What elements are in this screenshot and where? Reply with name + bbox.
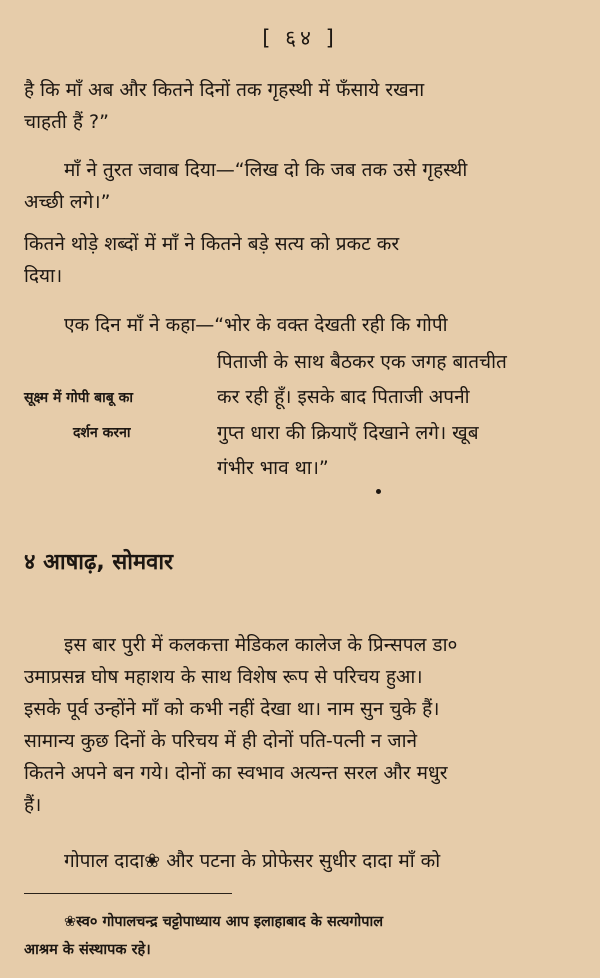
footnote-rule <box>24 893 232 894</box>
text-line: सामान्य कुछ दिनों के परिचय में ही दोनों पति-पत्नी न जाने <box>24 730 418 752</box>
margin-note: सूक्ष्म में गोपी बाबू का <box>24 390 134 406</box>
text-line: माँ ने तुरत जवाब दिया—“लिख दो कि जब तक उसे गृहस्थी <box>64 159 468 181</box>
text-line: एक दिन माँ ने कहा—“भोर के वक्त देखती रही कि गोपी <box>64 314 448 336</box>
text-line: गोपाल दादा❀ और पटना के प्रोफेसर सुधीर दादा माँ को <box>64 850 441 872</box>
text-line: इस बार पुरी में कलकत्ता मेडिकल कालेज के प्रिन्सपल डा० <box>64 634 458 656</box>
margin-note: दर्शन करना <box>73 425 131 441</box>
text-line: अच्छी लगे।” <box>24 191 111 213</box>
text-line: गुप्त धारा की क्रियाएँ दिखाने लगे। खूब <box>217 422 479 444</box>
text-line: है कि माँ अब और कितने दिनों तक गृहस्थी में फँसाये रखना <box>24 79 425 101</box>
footnote-line: आश्रम के संस्थापक रहे। <box>24 942 151 958</box>
text-line: कर रही हूँ। इसके बाद पिताजी अपनी <box>217 386 470 408</box>
separator-dot <box>376 489 381 494</box>
footnote-line: ❀स्व० गोपालचन्द्र चट्टोपाध्याय आप इलाहाबाद के सत्यगोपाल <box>64 914 384 930</box>
text-line: हैं। <box>24 794 42 816</box>
text-line: उमाप्रसन्न घोष महाशय के साथ विशेष रूप से परिचय हुआ। <box>24 666 423 688</box>
text-line: कितने थोड़े शब्दों में माँ ने कितने बड़े सत्य को प्रकट कर <box>24 233 400 255</box>
section-heading: ४ आषाढ़, सोमवार <box>24 550 174 575</box>
text-line: चाहती हैं ?” <box>24 111 109 133</box>
text-line: इसके पूर्व उन्होंने माँ को कभी नहीं देखा था। नाम सुन चुके हैं। <box>24 698 440 720</box>
text-line: गंभीर भाव था।” <box>217 457 329 479</box>
text-line: दिया। <box>24 265 63 287</box>
text-line: पिताजी के साथ बैठकर एक जगह बातचीत <box>217 351 507 373</box>
page-number: [ ६४ ] <box>262 26 338 50</box>
text-line: कितने अपने बन गये। दोनों का स्वभाव अत्यन्त सरल और मधुर <box>24 762 448 784</box>
